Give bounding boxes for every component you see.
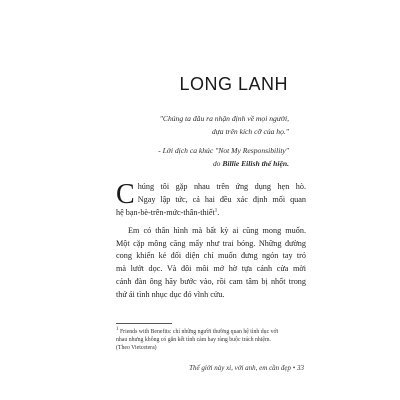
epigraph-source bbox=[99, 145, 289, 170]
page-number: 33 bbox=[297, 364, 304, 372]
text-line: hệ bạn-bè-trên-mức-thân-thiết$^1$. bbox=[116, 208, 220, 217]
footer-separator: • bbox=[292, 364, 296, 372]
drop-cap: C bbox=[116, 179, 135, 210]
text-line: Em có thân hình mà bất kỳ ai cũng mong muốn. bbox=[128, 225, 306, 235]
footnote-line: $^1$ Friends with Benefits: chỉ những người thường quan hệ tình dục với bbox=[116, 327, 279, 335]
footnote-divider bbox=[116, 323, 172, 324]
body-text bbox=[116, 181, 306, 307]
book-title: Thế giới này xi, với anh, em cần đẹp bbox=[189, 364, 292, 372]
paragraph bbox=[116, 225, 306, 302]
epigraph bbox=[99, 113, 289, 170]
chapter-title: LONG LANH bbox=[179, 74, 288, 94]
footnote-marker: 1 bbox=[116, 327, 119, 333]
epigraph-source-line: - Lời dịch ca khúc "Not My Responsibility" bbox=[158, 146, 289, 156]
text-line: mà lướt dọc. Và đôi môi mở hờ tựa cánh cửa mời bbox=[116, 264, 306, 274]
epigraph-quote-line: dựa trên kích cỡ của họ." bbox=[211, 126, 289, 136]
epigraph-source-line: do Billie Eilish thể hiện. bbox=[212, 158, 289, 168]
footnote-line: (Theo Vietcetera) bbox=[116, 345, 157, 352]
text-line: thứ ái tình nhục dục đó vĩnh cửu. bbox=[116, 289, 225, 299]
epigraph-quote-line: "Chúng ta đâu ra nhận định về mọi người, bbox=[159, 114, 289, 123]
text-line: cong khiến kẻ đối diện chỉ muốn đưng ngón tay trỏ bbox=[116, 251, 306, 261]
text-line: Ngay lập tức, cả hai đều xác định mối quan bbox=[137, 194, 306, 204]
paragraph bbox=[116, 181, 306, 220]
epigraph-artist: Billie Eilish thể hiện. bbox=[222, 158, 289, 168]
footnote-line: nhau nhưng không có gắn kết tình cảm hay ràng buộc trách nhiệm. bbox=[116, 337, 271, 344]
footnote-ref[interactable]: 1 bbox=[214, 208, 218, 214]
text-line: Một cặp mông căng mẩy như trai bóng. Những đường bbox=[116, 238, 306, 248]
text-line: cánh đàn ông hãy bước vào, rồi cam tâm bị nhốt trong bbox=[116, 276, 306, 286]
running-footer bbox=[189, 364, 304, 372]
footnote bbox=[116, 328, 308, 353]
text-line: húng tôi gặp nhau trên ứng dụng hẹn hò. bbox=[137, 182, 306, 191]
